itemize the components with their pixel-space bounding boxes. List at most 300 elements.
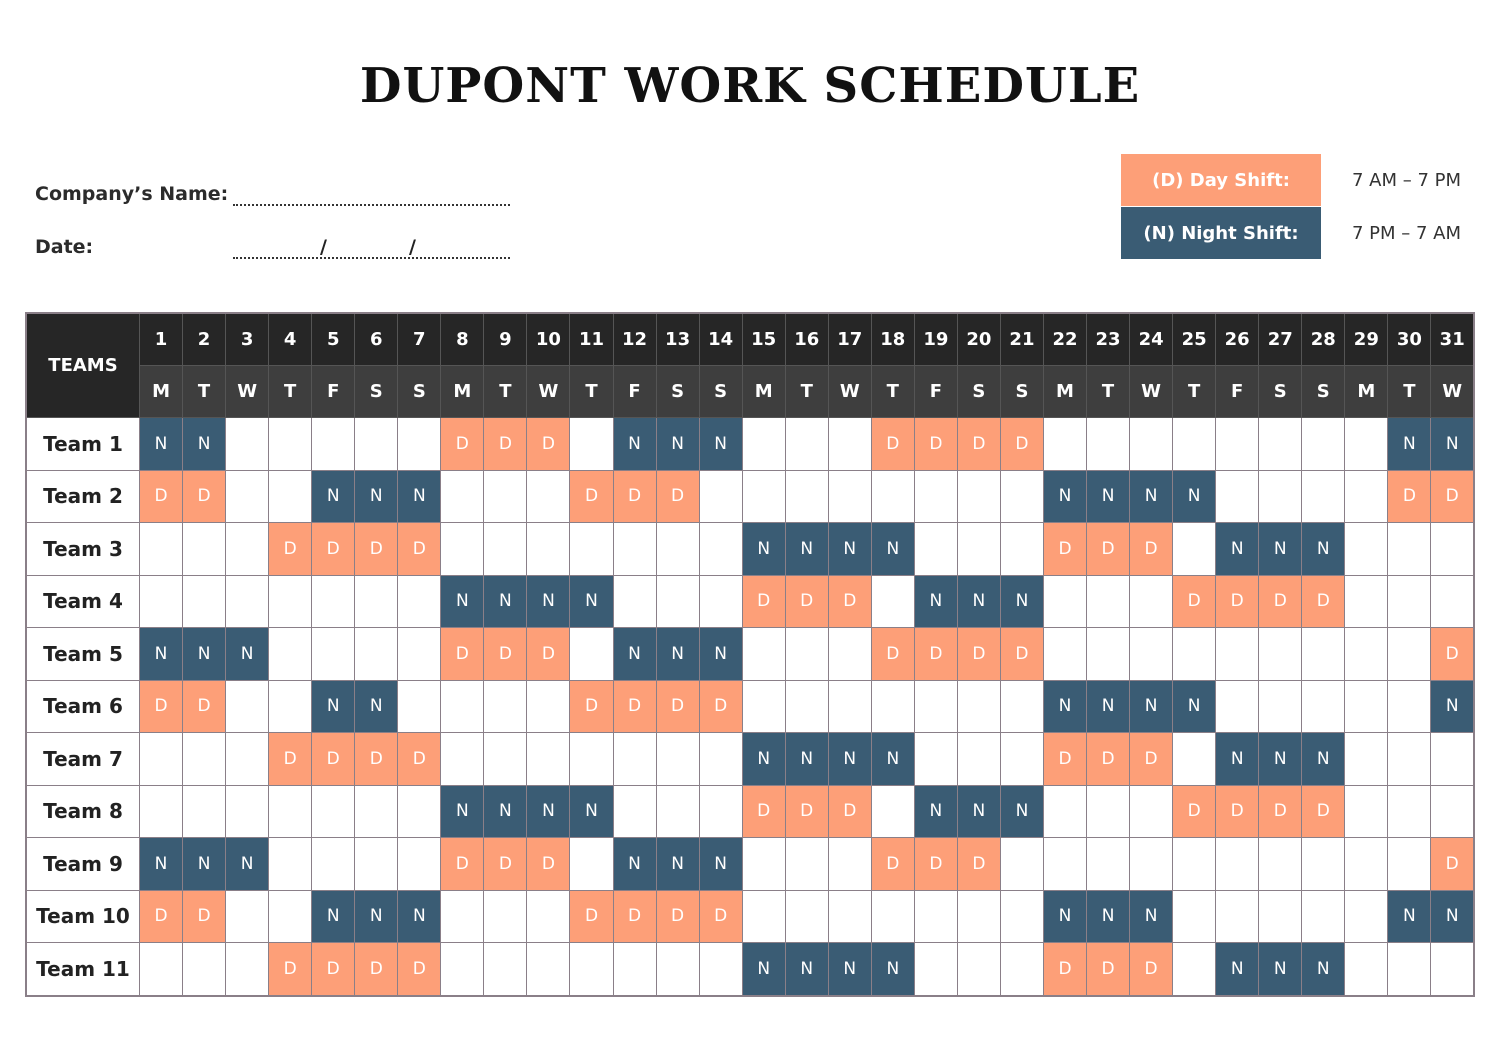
day-shift-cell[interactable]: D (355, 733, 398, 786)
night-shift-cell[interactable]: N (785, 733, 828, 786)
day-shift-cell[interactable]: D (742, 575, 785, 628)
empty-cell[interactable] (1388, 838, 1431, 891)
day-shift-cell[interactable]: D (613, 890, 656, 943)
empty-cell[interactable] (1216, 680, 1259, 733)
day-shift-cell[interactable]: D (1043, 523, 1086, 576)
empty-cell[interactable] (1345, 575, 1388, 628)
empty-cell[interactable] (140, 523, 183, 576)
empty-cell[interactable] (1173, 418, 1216, 471)
date-field[interactable] (233, 257, 510, 259)
empty-cell[interactable] (871, 680, 914, 733)
empty-cell[interactable] (355, 628, 398, 681)
empty-cell[interactable] (355, 575, 398, 628)
empty-cell[interactable] (613, 733, 656, 786)
empty-cell[interactable] (484, 733, 527, 786)
night-shift-cell[interactable]: N (871, 523, 914, 576)
empty-cell[interactable] (398, 785, 441, 838)
empty-cell[interactable] (226, 733, 269, 786)
empty-cell[interactable] (957, 470, 1000, 523)
day-shift-cell[interactable]: D (570, 680, 613, 733)
day-shift-cell[interactable]: D (140, 470, 183, 523)
day-shift-cell[interactable]: D (527, 628, 570, 681)
night-shift-cell[interactable]: N (1043, 680, 1086, 733)
empty-cell[interactable] (226, 523, 269, 576)
empty-cell[interactable] (527, 680, 570, 733)
empty-cell[interactable] (1388, 575, 1431, 628)
empty-cell[interactable] (269, 890, 312, 943)
empty-cell[interactable] (570, 628, 613, 681)
day-shift-cell[interactable]: D (1388, 470, 1431, 523)
night-shift-cell[interactable]: N (1216, 523, 1259, 576)
empty-cell[interactable] (1216, 628, 1259, 681)
night-shift-cell[interactable]: N (484, 785, 527, 838)
day-shift-cell[interactable]: D (355, 523, 398, 576)
empty-cell[interactable] (312, 575, 355, 628)
night-shift-cell[interactable]: N (699, 628, 742, 681)
empty-cell[interactable] (441, 890, 484, 943)
day-shift-cell[interactable]: D (1000, 628, 1043, 681)
day-shift-cell[interactable]: D (140, 890, 183, 943)
day-shift-cell[interactable]: D (957, 418, 1000, 471)
empty-cell[interactable] (699, 523, 742, 576)
night-shift-cell[interactable]: N (1043, 890, 1086, 943)
night-shift-cell[interactable]: N (828, 943, 871, 996)
day-shift-cell[interactable]: D (828, 785, 871, 838)
empty-cell[interactable] (914, 943, 957, 996)
empty-cell[interactable] (1043, 628, 1086, 681)
day-shift-cell[interactable]: D (871, 628, 914, 681)
empty-cell[interactable] (785, 418, 828, 471)
empty-cell[interactable] (398, 680, 441, 733)
empty-cell[interactable] (1130, 628, 1173, 681)
empty-cell[interactable] (785, 890, 828, 943)
empty-cell[interactable] (957, 733, 1000, 786)
empty-cell[interactable] (1388, 628, 1431, 681)
empty-cell[interactable] (1043, 785, 1086, 838)
night-shift-cell[interactable]: N (613, 838, 656, 891)
empty-cell[interactable] (226, 890, 269, 943)
empty-cell[interactable] (1431, 943, 1474, 996)
empty-cell[interactable] (441, 523, 484, 576)
empty-cell[interactable] (1173, 628, 1216, 681)
empty-cell[interactable] (1345, 785, 1388, 838)
empty-cell[interactable] (699, 575, 742, 628)
empty-cell[interactable] (269, 575, 312, 628)
day-shift-cell[interactable]: D (269, 523, 312, 576)
night-shift-cell[interactable]: N (1087, 470, 1130, 523)
day-shift-cell[interactable]: D (1173, 575, 1216, 628)
empty-cell[interactable] (1259, 890, 1302, 943)
empty-cell[interactable] (226, 470, 269, 523)
empty-cell[interactable] (183, 943, 226, 996)
empty-cell[interactable] (226, 575, 269, 628)
day-shift-cell[interactable]: D (613, 470, 656, 523)
empty-cell[interactable] (1388, 680, 1431, 733)
empty-cell[interactable] (613, 575, 656, 628)
empty-cell[interactable] (828, 680, 871, 733)
night-shift-cell[interactable]: N (1130, 890, 1173, 943)
night-shift-cell[interactable]: N (1216, 733, 1259, 786)
empty-cell[interactable] (785, 470, 828, 523)
empty-cell[interactable] (1388, 523, 1431, 576)
empty-cell[interactable] (183, 785, 226, 838)
empty-cell[interactable] (656, 523, 699, 576)
night-shift-cell[interactable]: N (699, 838, 742, 891)
night-shift-cell[interactable]: N (785, 523, 828, 576)
empty-cell[interactable] (914, 523, 957, 576)
empty-cell[interactable] (1216, 890, 1259, 943)
empty-cell[interactable] (1431, 785, 1474, 838)
night-shift-cell[interactable]: N (914, 785, 957, 838)
day-shift-cell[interactable]: D (441, 628, 484, 681)
night-shift-cell[interactable]: N (1259, 733, 1302, 786)
day-shift-cell[interactable]: D (699, 680, 742, 733)
day-shift-cell[interactable]: D (699, 890, 742, 943)
day-shift-cell[interactable]: D (312, 943, 355, 996)
day-shift-cell[interactable]: D (785, 785, 828, 838)
empty-cell[interactable] (1043, 575, 1086, 628)
night-shift-cell[interactable]: N (742, 733, 785, 786)
night-shift-cell[interactable]: N (1302, 523, 1345, 576)
day-shift-cell[interactable]: D (183, 890, 226, 943)
empty-cell[interactable] (742, 418, 785, 471)
night-shift-cell[interactable]: N (1087, 890, 1130, 943)
empty-cell[interactable] (183, 523, 226, 576)
night-shift-cell[interactable]: N (656, 628, 699, 681)
day-shift-cell[interactable]: D (1216, 785, 1259, 838)
empty-cell[interactable] (269, 628, 312, 681)
night-shift-cell[interactable]: N (1043, 470, 1086, 523)
day-shift-cell[interactable]: D (183, 680, 226, 733)
empty-cell[interactable] (269, 785, 312, 838)
night-shift-cell[interactable]: N (1302, 943, 1345, 996)
empty-cell[interactable] (1000, 680, 1043, 733)
night-shift-cell[interactable]: N (140, 628, 183, 681)
night-shift-cell[interactable]: N (656, 418, 699, 471)
night-shift-cell[interactable]: N (312, 890, 355, 943)
empty-cell[interactable] (1431, 733, 1474, 786)
empty-cell[interactable] (914, 470, 957, 523)
empty-cell[interactable] (1345, 628, 1388, 681)
empty-cell[interactable] (1216, 418, 1259, 471)
day-shift-cell[interactable]: D (957, 838, 1000, 891)
empty-cell[interactable] (1216, 838, 1259, 891)
day-shift-cell[interactable]: D (1173, 785, 1216, 838)
empty-cell[interactable] (1345, 943, 1388, 996)
empty-cell[interactable] (742, 838, 785, 891)
night-shift-cell[interactable]: N (140, 418, 183, 471)
empty-cell[interactable] (742, 680, 785, 733)
empty-cell[interactable] (312, 418, 355, 471)
empty-cell[interactable] (957, 680, 1000, 733)
day-shift-cell[interactable]: D (527, 418, 570, 471)
empty-cell[interactable] (871, 575, 914, 628)
empty-cell[interactable] (699, 470, 742, 523)
empty-cell[interactable] (269, 838, 312, 891)
empty-cell[interactable] (1345, 523, 1388, 576)
day-shift-cell[interactable]: D (570, 890, 613, 943)
night-shift-cell[interactable]: N (1087, 680, 1130, 733)
day-shift-cell[interactable]: D (828, 575, 871, 628)
day-shift-cell[interactable]: D (1431, 628, 1474, 681)
empty-cell[interactable] (1302, 628, 1345, 681)
empty-cell[interactable] (1388, 733, 1431, 786)
day-shift-cell[interactable]: D (1216, 575, 1259, 628)
night-shift-cell[interactable]: N (1173, 680, 1216, 733)
night-shift-cell[interactable]: N (785, 943, 828, 996)
day-shift-cell[interactable]: D (1431, 470, 1474, 523)
empty-cell[interactable] (269, 680, 312, 733)
company-name-field[interactable] (233, 204, 510, 206)
day-shift-cell[interactable]: D (1431, 838, 1474, 891)
night-shift-cell[interactable]: N (183, 838, 226, 891)
night-shift-cell[interactable]: N (1431, 418, 1474, 471)
empty-cell[interactable] (441, 733, 484, 786)
empty-cell[interactable] (140, 943, 183, 996)
empty-cell[interactable] (957, 943, 1000, 996)
day-shift-cell[interactable]: D (1087, 943, 1130, 996)
night-shift-cell[interactable]: N (1216, 943, 1259, 996)
night-shift-cell[interactable]: N (484, 575, 527, 628)
empty-cell[interactable] (1000, 838, 1043, 891)
day-shift-cell[interactable]: D (656, 470, 699, 523)
empty-cell[interactable] (871, 785, 914, 838)
night-shift-cell[interactable]: N (742, 523, 785, 576)
empty-cell[interactable] (1302, 838, 1345, 891)
empty-cell[interactable] (441, 680, 484, 733)
empty-cell[interactable] (742, 890, 785, 943)
empty-cell[interactable] (1043, 418, 1086, 471)
night-shift-cell[interactable]: N (140, 838, 183, 891)
day-shift-cell[interactable]: D (441, 838, 484, 891)
day-shift-cell[interactable]: D (1259, 785, 1302, 838)
day-shift-cell[interactable]: D (269, 733, 312, 786)
day-shift-cell[interactable]: D (1302, 575, 1345, 628)
night-shift-cell[interactable]: N (441, 575, 484, 628)
empty-cell[interactable] (828, 418, 871, 471)
night-shift-cell[interactable]: N (183, 628, 226, 681)
day-shift-cell[interactable]: D (398, 733, 441, 786)
day-shift-cell[interactable]: D (484, 838, 527, 891)
night-shift-cell[interactable]: N (1431, 680, 1474, 733)
day-shift-cell[interactable]: D (183, 470, 226, 523)
empty-cell[interactable] (1173, 523, 1216, 576)
empty-cell[interactable] (1000, 470, 1043, 523)
night-shift-cell[interactable]: N (1130, 680, 1173, 733)
night-shift-cell[interactable]: N (570, 785, 613, 838)
empty-cell[interactable] (1345, 470, 1388, 523)
empty-cell[interactable] (1087, 575, 1130, 628)
day-shift-cell[interactable]: D (1130, 523, 1173, 576)
night-shift-cell[interactable]: N (871, 943, 914, 996)
night-shift-cell[interactable]: N (398, 890, 441, 943)
night-shift-cell[interactable]: N (957, 575, 1000, 628)
empty-cell[interactable] (1259, 470, 1302, 523)
empty-cell[interactable] (656, 785, 699, 838)
empty-cell[interactable] (1216, 470, 1259, 523)
empty-cell[interactable] (742, 628, 785, 681)
empty-cell[interactable] (1000, 943, 1043, 996)
day-shift-cell[interactable]: D (1043, 733, 1086, 786)
empty-cell[interactable] (1345, 680, 1388, 733)
empty-cell[interactable] (1000, 890, 1043, 943)
night-shift-cell[interactable]: N (742, 943, 785, 996)
empty-cell[interactable] (1345, 890, 1388, 943)
day-shift-cell[interactable]: D (742, 785, 785, 838)
night-shift-cell[interactable]: N (312, 680, 355, 733)
empty-cell[interactable] (527, 943, 570, 996)
empty-cell[interactable] (1388, 785, 1431, 838)
night-shift-cell[interactable]: N (957, 785, 1000, 838)
empty-cell[interactable] (1302, 418, 1345, 471)
night-shift-cell[interactable]: N (398, 470, 441, 523)
empty-cell[interactable] (269, 470, 312, 523)
empty-cell[interactable] (914, 733, 957, 786)
empty-cell[interactable] (656, 575, 699, 628)
day-shift-cell[interactable]: D (613, 680, 656, 733)
empty-cell[interactable] (613, 943, 656, 996)
empty-cell[interactable] (527, 523, 570, 576)
day-shift-cell[interactable]: D (871, 418, 914, 471)
empty-cell[interactable] (613, 523, 656, 576)
night-shift-cell[interactable]: N (1259, 523, 1302, 576)
day-shift-cell[interactable]: D (656, 890, 699, 943)
night-shift-cell[interactable]: N (1000, 575, 1043, 628)
night-shift-cell[interactable]: N (355, 680, 398, 733)
night-shift-cell[interactable]: N (1302, 733, 1345, 786)
night-shift-cell[interactable]: N (871, 733, 914, 786)
empty-cell[interactable] (656, 733, 699, 786)
empty-cell[interactable] (441, 470, 484, 523)
empty-cell[interactable] (699, 733, 742, 786)
empty-cell[interactable] (1259, 628, 1302, 681)
empty-cell[interactable] (828, 470, 871, 523)
empty-cell[interactable] (1173, 733, 1216, 786)
day-shift-cell[interactable]: D (1259, 575, 1302, 628)
empty-cell[interactable] (1000, 733, 1043, 786)
day-shift-cell[interactable]: D (484, 418, 527, 471)
night-shift-cell[interactable]: N (527, 785, 570, 838)
day-shift-cell[interactable]: D (1302, 785, 1345, 838)
empty-cell[interactable] (1130, 838, 1173, 891)
empty-cell[interactable] (527, 733, 570, 786)
night-shift-cell[interactable]: N (1130, 470, 1173, 523)
night-shift-cell[interactable]: N (914, 575, 957, 628)
night-shift-cell[interactable]: N (613, 418, 656, 471)
night-shift-cell[interactable]: N (828, 733, 871, 786)
empty-cell[interactable] (355, 785, 398, 838)
empty-cell[interactable] (140, 575, 183, 628)
empty-cell[interactable] (699, 785, 742, 838)
empty-cell[interactable] (312, 628, 355, 681)
empty-cell[interactable] (398, 418, 441, 471)
day-shift-cell[interactable]: D (785, 575, 828, 628)
empty-cell[interactable] (1043, 838, 1086, 891)
empty-cell[interactable] (1259, 418, 1302, 471)
day-shift-cell[interactable]: D (140, 680, 183, 733)
night-shift-cell[interactable]: N (1259, 943, 1302, 996)
night-shift-cell[interactable]: N (570, 575, 613, 628)
night-shift-cell[interactable]: N (355, 470, 398, 523)
empty-cell[interactable] (570, 418, 613, 471)
empty-cell[interactable] (957, 523, 1000, 576)
night-shift-cell[interactable]: N (1388, 890, 1431, 943)
empty-cell[interactable] (1130, 418, 1173, 471)
empty-cell[interactable] (1345, 733, 1388, 786)
empty-cell[interactable] (828, 890, 871, 943)
night-shift-cell[interactable]: N (355, 890, 398, 943)
empty-cell[interactable] (785, 838, 828, 891)
empty-cell[interactable] (1000, 523, 1043, 576)
day-shift-cell[interactable]: D (871, 838, 914, 891)
day-shift-cell[interactable]: D (1043, 943, 1086, 996)
day-shift-cell[interactable]: D (484, 628, 527, 681)
empty-cell[interactable] (570, 523, 613, 576)
empty-cell[interactable] (226, 680, 269, 733)
day-shift-cell[interactable]: D (570, 470, 613, 523)
night-shift-cell[interactable]: N (1173, 470, 1216, 523)
empty-cell[interactable] (1087, 838, 1130, 891)
empty-cell[interactable] (355, 838, 398, 891)
empty-cell[interactable] (1087, 628, 1130, 681)
empty-cell[interactable] (1087, 785, 1130, 838)
empty-cell[interactable] (1302, 890, 1345, 943)
day-shift-cell[interactable]: D (312, 733, 355, 786)
day-shift-cell[interactable]: D (441, 418, 484, 471)
empty-cell[interactable] (570, 733, 613, 786)
night-shift-cell[interactable]: N (699, 418, 742, 471)
day-shift-cell[interactable]: D (957, 628, 1000, 681)
day-shift-cell[interactable]: D (656, 680, 699, 733)
empty-cell[interactable] (140, 785, 183, 838)
night-shift-cell[interactable]: N (828, 523, 871, 576)
empty-cell[interactable] (1302, 680, 1345, 733)
empty-cell[interactable] (484, 943, 527, 996)
empty-cell[interactable] (871, 470, 914, 523)
night-shift-cell[interactable]: N (1000, 785, 1043, 838)
empty-cell[interactable] (1259, 838, 1302, 891)
empty-cell[interactable] (1431, 575, 1474, 628)
night-shift-cell[interactable]: N (226, 628, 269, 681)
empty-cell[interactable] (1388, 943, 1431, 996)
empty-cell[interactable] (484, 470, 527, 523)
empty-cell[interactable] (398, 628, 441, 681)
empty-cell[interactable] (484, 523, 527, 576)
empty-cell[interactable] (699, 943, 742, 996)
empty-cell[interactable] (1173, 943, 1216, 996)
day-shift-cell[interactable]: D (398, 943, 441, 996)
day-shift-cell[interactable]: D (1000, 418, 1043, 471)
day-shift-cell[interactable]: D (398, 523, 441, 576)
empty-cell[interactable] (1259, 680, 1302, 733)
empty-cell[interactable] (312, 785, 355, 838)
empty-cell[interactable] (398, 838, 441, 891)
empty-cell[interactable] (570, 943, 613, 996)
empty-cell[interactable] (226, 785, 269, 838)
empty-cell[interactable] (1345, 838, 1388, 891)
empty-cell[interactable] (1130, 575, 1173, 628)
empty-cell[interactable] (1345, 418, 1388, 471)
day-shift-cell[interactable]: D (527, 838, 570, 891)
empty-cell[interactable] (957, 890, 1000, 943)
day-shift-cell[interactable]: D (312, 523, 355, 576)
empty-cell[interactable] (785, 628, 828, 681)
empty-cell[interactable] (183, 733, 226, 786)
night-shift-cell[interactable]: N (441, 785, 484, 838)
empty-cell[interactable] (484, 680, 527, 733)
day-shift-cell[interactable]: D (1087, 733, 1130, 786)
empty-cell[interactable] (914, 890, 957, 943)
